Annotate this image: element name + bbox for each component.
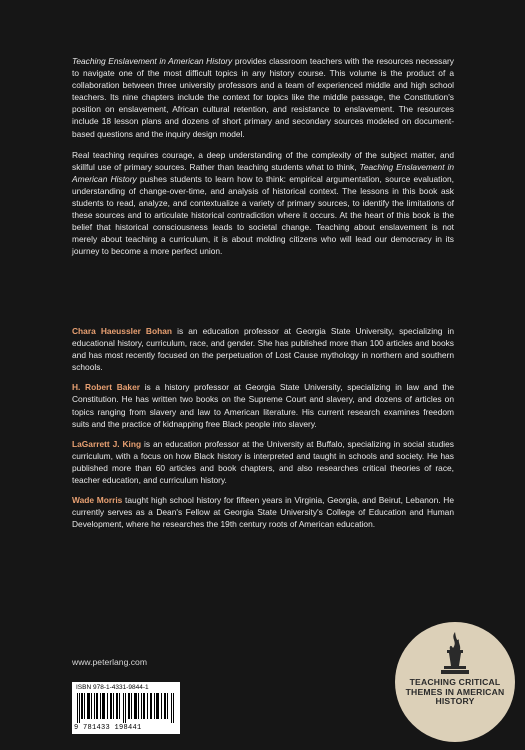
author-bio-text: is a history professor at Georgia State University, specializing in law and the Constitution. He has written two books on the Supreme Court and slavery, and dozens of articles on topics ranging from slavery and law to American literature. His current research examines freedom suits and the practice of kidnapping free Black people into slavery.: [72, 382, 454, 429]
series-title-line: HISTORY: [435, 696, 475, 706]
author-name: LaGarrett J. King: [72, 438, 142, 449]
description-text: pushes students to learn how to think: empirical argumentation, source evaluation, understanding of change-over-time, and analysis of historical context. The lessons in this book ask students to read, analyze, and contextualize a variety of primary sources, to identify the limitations of these sources and to articulate historical contradiction where it occurs. At the heart of this book is the belief that historical consciousness leads to societal change. Teaching about enslavement is not merely about teaching a curriculum, it is about molding citizens who will lead our democracy in its journey to become a more perfect union.: [72, 173, 454, 257]
author-name: Chara Haeussler Bohan: [72, 326, 172, 336]
series-title-line: TEACHING CRITICAL: [409, 677, 501, 687]
isbn-barcode: [72, 682, 180, 734]
book-title-italic: Teaching Enslavement in American History: [72, 56, 233, 66]
barcode-digits: 9 781433 198441: [74, 724, 142, 732]
series-title-line: THEMES IN AMERICAN: [405, 686, 505, 697]
description-text: Real teaching requires courage, a deep understanding of the complexity of the subject matter, and skillful use of primary sources. Rather than teaching students what to think,: [72, 149, 454, 172]
book-title-italic: Teaching Enslavement in American History: [72, 161, 454, 184]
isbn-label: ISBN 978-1-4331-9844-1: [76, 684, 149, 691]
author-bio-text: is an education professor at the University at Buffalo, specializing in social studies curriculum, with a focus on how Black history is interpreted and taught in schools and society. He has published more than 60 articles and book chapters, and also researches critical theories of race, teacher education, and curriculum history.: [72, 438, 454, 486]
torch-pedestal-icon: [438, 630, 472, 676]
author-bio: [72, 494, 454, 530]
author-bio: [72, 438, 454, 486]
description-paragraph-1: [72, 55, 454, 140]
description-text: provides classroom teachers with the resources necessary to navigate one of the most difficult topics in any history course. This volume is the product of a collaboration between three university professors and a team of experienced middle and high school teachers. Its nine chapters include the context for topics like the middle passage, the Constitution's position on enslavement, African cultural retention, and resistance to enslavement. The resources include 18 lesson plans and dozens of short primary and secondary sources modeled on document-based questions and the inquiry design model.: [72, 56, 454, 139]
author-bio-text: taught high school history for fifteen years in Virginia, Georgia, and Beirut, Lebanon. He currently serves as a Dean's Fellow at Georgia State University's College of Education and Human Development, where he researches the 19th century roots of American education.: [72, 495, 454, 530]
author-bio: [72, 325, 454, 373]
book-description: [72, 55, 454, 267]
author-bio-text: is an education professor at Georgia State University, specializing in educational history, curriculum, race, and gender. She has published more than 100 articles and books and has most recently focused on the perpetuation of Lost Cause mythology in northern and southern schools.: [72, 326, 454, 373]
barcode-bars-icon: [77, 693, 175, 723]
author-bios: [72, 325, 454, 538]
author-bio: [72, 381, 454, 429]
series-badge: [395, 622, 515, 742]
description-paragraph-2: [72, 149, 454, 258]
publisher-url[interactable]: www.peterlang.com: [72, 657, 147, 667]
author-name: H. Robert Baker: [72, 382, 141, 393]
series-title: [395, 678, 515, 707]
author-name: Wade Morris: [72, 495, 123, 506]
